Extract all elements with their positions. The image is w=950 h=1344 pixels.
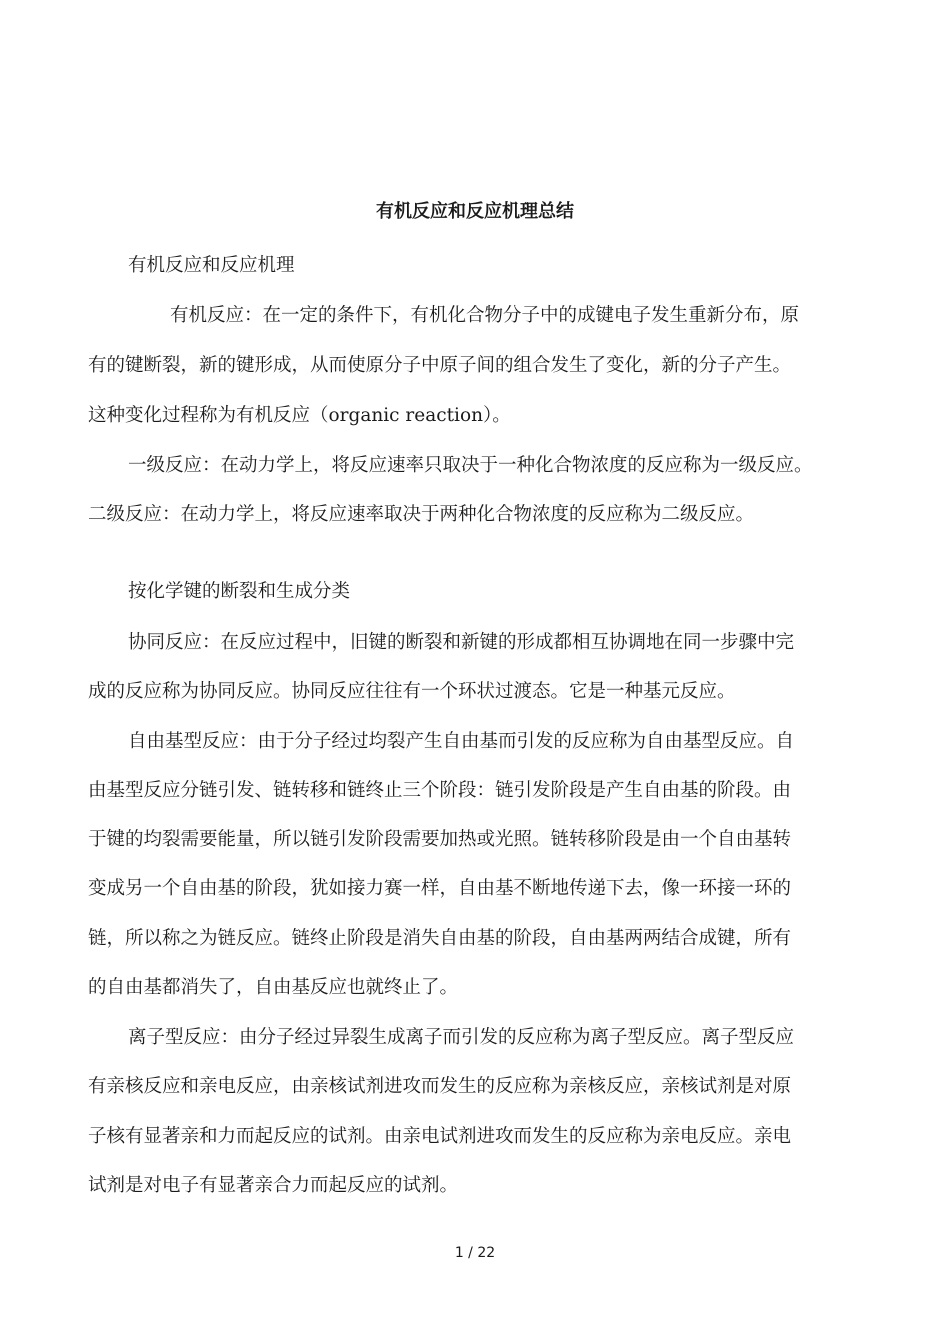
paragraph-line: 链，所以称之为链反应。链终止阶段是消失自由基的阶段，自由基两两结合成键，所有	[88, 928, 792, 949]
section-heading: 有机反应和反应机理	[128, 255, 295, 276]
paragraph-line: 于键的均裂需要能量，所以链引发阶段需要加热或光照。链转移阶段是由一个自由基转	[88, 829, 792, 850]
paragraph-line: 一级反应：在动力学上，将反应速率只取决于一种化合物浓度的反应称为一级反应。	[128, 455, 813, 476]
paragraph-line: 这种变化过程称为有机反应（organic reaction）。	[88, 405, 511, 426]
paragraph-line: 有的键断裂，新的键形成，从而使原分子中原子间的组合发生了变化，新的分子产生。	[88, 355, 792, 376]
paragraph-line: 协同反应：在反应过程中，旧键的断裂和新键的形成都相互协调地在同一步骤中完	[128, 632, 795, 653]
document-title: 有机反应和反应机理总结	[376, 201, 574, 222]
paragraph-line: 有机反应：在一定的条件下，有机化合物分子中的成键电子发生重新分布，原	[170, 305, 800, 326]
paragraph-line: 子核有显著亲和力而起反应的试剂。由亲电试剂进攻而发生的反应称为亲电反应。亲电	[88, 1126, 792, 1147]
paragraph-line: 成的反应称为协同反应。协同反应往往有一个环状过渡态。它是一种基元反应。	[88, 681, 736, 702]
paragraph-line: 二级反应：在动力学上，将反应速率取决于两种化合物浓度的反应称为二级反应。	[88, 504, 755, 525]
paragraph-line: 离子型反应：由分子经过异裂生成离子而引发的反应称为离子型反应。离子型反应	[128, 1027, 795, 1048]
section-heading: 按化学键的断裂和生成分类	[128, 581, 351, 602]
page-number: 1 / 22	[454, 1245, 496, 1261]
paragraph-line: 试剂是对电子有显著亲合力而起反应的试剂。	[88, 1175, 459, 1196]
paragraph-line: 变成另一个自由基的阶段，犹如接力赛一样，自由基不断地传递下去，像一环接一环的	[88, 878, 792, 899]
paragraph-line: 由基型反应分链引发、链转移和链终止三个阶段：链引发阶段是产生自由基的阶段。由	[88, 780, 792, 801]
paragraph-line: 的自由基都消失了，自由基反应也就终止了。	[88, 977, 459, 998]
paragraph-line: 自由基型反应：由于分子经过均裂产生自由基而引发的反应称为自由基型反应。自	[128, 731, 795, 752]
paragraph-line: 有亲核反应和亲电反应，由亲核试剂进攻而发生的反应称为亲核反应，亲核试剂是对原	[88, 1076, 792, 1097]
